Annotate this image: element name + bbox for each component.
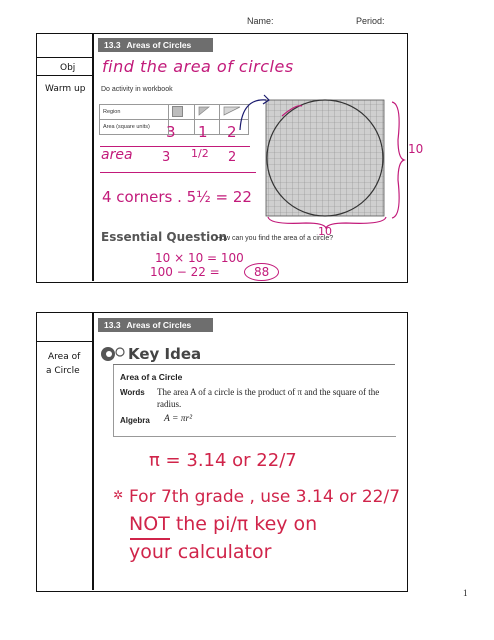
table-value-3: 2 [227,123,237,141]
callout-arrow-icon [236,90,286,140]
objective-handwritten: find the area of circles [102,57,294,76]
slide-2-divider [92,312,94,590]
slide-2-banner [98,318,213,332]
banner-title: Areas of Circles [126,40,192,50]
side-label-bottom: 10 [318,225,332,238]
region-row-label: Region [100,105,169,120]
slide-1-divider [92,33,94,281]
calc-answer: 88 [244,263,279,281]
slide-2-row-line [36,341,93,342]
region-shape-square [169,105,194,120]
name-label: Name: [247,16,274,26]
note-line-2: NOT the pi/π key on [129,513,318,535]
algebra-label: Algebra [120,416,150,425]
warm-up-label: Warm up [45,84,86,94]
calc-line-2: 100 − 22 = [150,265,220,279]
corners-line: 4 corners . 5½ = 22 [102,188,252,206]
banner-number: 13.3 [104,40,121,50]
table-value-2: 1 [198,123,208,141]
side-label-right: 10 [408,142,424,156]
slide-1-banner [98,38,213,52]
area-row-label: Area (square units) [100,120,169,135]
note-line-3: your calculator [129,541,272,563]
instruction-text: Do activity in workbook [101,86,173,93]
box-title: Area of a Circle [120,372,183,382]
slide-1-row-line [36,57,93,58]
slide-1-row-line-2 [36,75,93,76]
right-brace-icon [390,100,406,220]
area-row-label: area [101,147,133,163]
not-underline [130,538,170,540]
words-label: Words [120,388,145,397]
page-number: 1 [463,588,468,598]
calc-line-1: 10 × 10 = 100 [155,251,244,265]
area-value-1: 3 [162,150,171,165]
region-shape-triangle [194,105,219,120]
banner-number: 13.3 [104,320,121,330]
key-idea-title: Key Idea [128,345,202,363]
area-underline-bottom [100,172,256,173]
period-label: Period: [356,16,385,26]
essential-question-title: Essential Question [101,230,228,244]
area-of-circle-label-1: Area of [48,352,81,362]
banner-title: Areas of Circles [126,320,192,330]
words-text: The area A of a circle is the product of π and the square of the radius. [157,387,380,409]
essential-question-text: How can you find the area of a circle? [216,235,334,242]
area-value-3: 2 [228,150,237,165]
note-line-1: For 7th grade , use 3.14 or 22/7 [129,487,401,507]
triangle-shape-icon [198,106,210,116]
area-value-2: 1/2 [191,147,209,160]
star-icon: ✲ [113,488,124,502]
obj-label: Obj [60,63,76,73]
key-idea-icon [100,346,126,362]
table-value-1: 3 [166,123,176,141]
pi-line: π = 3.14 or 22/7 [149,450,297,471]
key-idea-box-line [113,364,395,365]
area-of-circle-label-2: a Circle [46,366,80,376]
algebra-text: A = πr² [164,414,193,424]
